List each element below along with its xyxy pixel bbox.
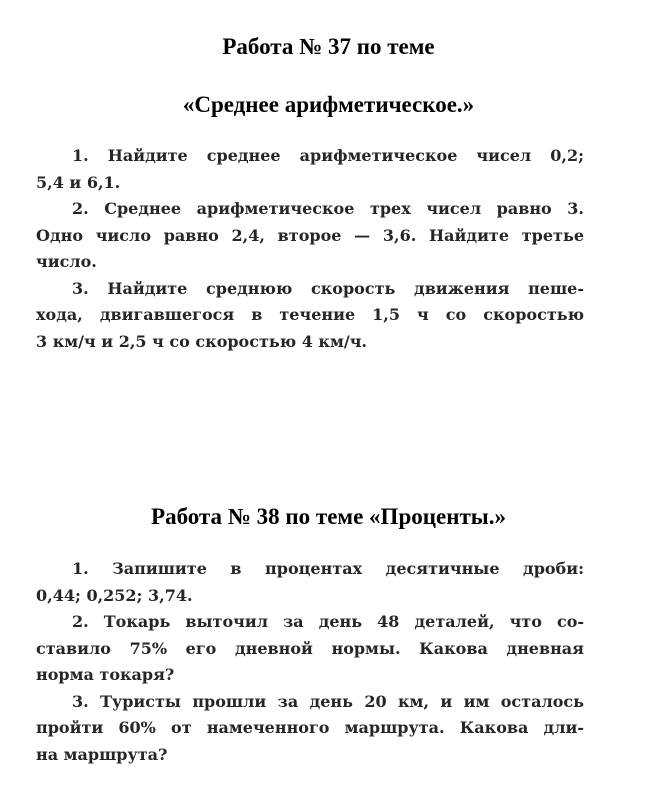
problem-37-3 — [36, 276, 584, 356]
problem-line: число. — [36, 252, 97, 271]
problem-line: на маршрута? — [36, 744, 168, 764]
work-38-problems — [36, 556, 584, 768]
problem-line: 1. Найдите среднее арифметическое чисел 0,2; — [72, 146, 584, 165]
work-38-title: Работа № 38 по теме «Проценты.» — [151, 504, 506, 529]
problem-line: 1. Запишите в процентах десятичные дроби: — [72, 559, 584, 578]
problem-38-1 — [36, 556, 584, 609]
problem-line: 3. Туристы прошли за день 20 км, и им осталось — [72, 691, 584, 711]
work-37-problems — [36, 143, 584, 355]
work-37-title: Работа № 37 по теме — [222, 34, 435, 59]
work-37-subtitle: «Среднее арифметическое.» — [182, 92, 475, 117]
problem-line: 3 км/ч и 2,5 ч со скоростью 4 км/ч. — [36, 331, 367, 351]
problem-line: 2. Токарь выточил за день 48 деталей, что со- — [72, 612, 584, 631]
problem-38-2 — [36, 609, 584, 689]
problem-line: пройти 60% от намеченного маршрута. Какова дли- — [36, 718, 584, 737]
problem-37-1 — [36, 143, 584, 196]
problem-line: норма токаря? — [36, 665, 175, 684]
problem-line: 3. Найдите среднюю скорость движения пеше- — [72, 278, 584, 298]
problem-line: ставило 75% его дневной нормы. Какова дневная — [36, 638, 584, 658]
problem-line: хода, двигавшегося в течение 1,5 ч со скоростью — [36, 305, 584, 324]
problem-line: 5,4 и 6,1. — [36, 172, 121, 192]
problem-line: 2. Среднее арифметическое трех чисел равно 3. — [72, 199, 584, 218]
problem-37-2 — [36, 196, 584, 276]
problem-38-3 — [36, 689, 584, 769]
problem-line: 0,44; 0,252; 3,74. — [36, 585, 193, 605]
problem-line: Одно число равно 2,4, второе — 3,6. Найдите третье — [36, 225, 584, 245]
